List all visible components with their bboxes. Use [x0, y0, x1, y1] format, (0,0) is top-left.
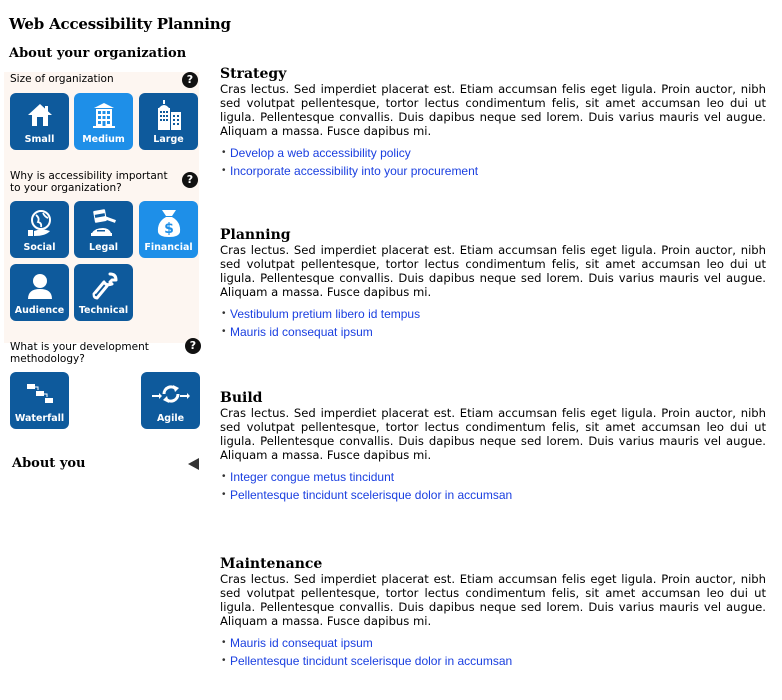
- section-body: Cras lectus. Sed imperdiet placerat est. Etiam accumsan felis eget ligula. Proin auctor, nibh sed volutpat pellentesque, tortor lectus condimentum felis, sit amet accumsan leo dui ut ligula. Pellentesque convallis. Duis dapibus neque sed lorem. Duis varius mauris vel augue. Aliquam a massa. Fusce dapibus mi.: [220, 82, 766, 138]
- section-title: Build: [220, 390, 263, 406]
- section-strategy: [220, 66, 766, 180]
- method-option-agile[interactable]: [141, 372, 200, 429]
- link[interactable]: Vestibulum pretium libero id tempus: [230, 307, 421, 321]
- question-circle-icon[interactable]: ?: [185, 338, 201, 354]
- section-links: [220, 144, 766, 180]
- why-question-label: Why is accessibility important to your organization?: [10, 170, 168, 194]
- section-links: [220, 305, 766, 341]
- gavel-icon: [74, 209, 133, 237]
- tile-label: Small: [24, 134, 55, 145]
- section-title: Planning: [220, 227, 291, 243]
- list-item: • Mauris id consequat ipsum: [222, 325, 373, 339]
- list-item: • Develop a web accessibility policy: [222, 146, 411, 160]
- money-bag-icon: [139, 209, 198, 237]
- link[interactable]: Incorporate accessibility into your procurement: [230, 164, 479, 178]
- globe-hand-icon: [10, 209, 69, 237]
- waterfall-icon: [10, 380, 69, 408]
- tile-label: Large: [153, 134, 184, 145]
- size-option-small[interactable]: [10, 93, 69, 150]
- methodology-question-label: What is your development methodology?: [10, 341, 149, 365]
- link[interactable]: Pellentesque tincidunt scelerisque dolor in accumsan: [230, 654, 513, 668]
- tile-label: Medium: [82, 134, 125, 145]
- triangle-left-icon[interactable]: [188, 458, 199, 470]
- section-title: Strategy: [220, 66, 287, 82]
- list-item: • Incorporate accessibility into your procurement: [222, 164, 479, 178]
- list-item: • Integer congue metus tincidunt: [222, 470, 395, 484]
- reason-option-social[interactable]: [10, 201, 69, 258]
- tile-label: Social: [23, 242, 56, 253]
- list-item: • Pellentesque tincidunt scelerisque dolor in accumsan: [222, 488, 513, 502]
- section-links: [220, 468, 766, 504]
- section-body: Cras lectus. Sed imperdiet placerat est. Etiam accumsan felis eget ligula. Proin auctor, nibh sed volutpat pellentesque, tortor lectus condimentum felis, sit amet accumsan leo dui ut ligula. Pellentesque convallis. Duis dapibus neque sed lorem. Duis varius mauris vel augue. Aliquam a massa. Fusce dapibus mi.: [220, 406, 766, 462]
- reason-option-financial[interactable]: [139, 201, 198, 258]
- reason-option-technical[interactable]: [74, 264, 133, 321]
- section-body: Cras lectus. Sed imperdiet placerat est. Etiam accumsan felis eget ligula. Proin auctor, nibh sed volutpat pellentesque, tortor lectus condimentum felis, sit amet accumsan leo dui ut ligula. Pellentesque convallis. Duis dapibus neque sed lorem. Duis varius mauris vel augue. Aliquam a massa. Fusce dapibus mi.: [220, 572, 766, 628]
- list-item: • Mauris id consequat ipsum: [222, 636, 373, 650]
- wrench-icon: [74, 272, 133, 300]
- tile-label: Legal: [89, 242, 118, 253]
- tile-label: Audience: [14, 305, 65, 316]
- sidebar: [0, 0, 205, 700]
- org-section-heading: About your organization: [9, 46, 187, 61]
- link[interactable]: Integer congue metus tincidunt: [230, 470, 395, 484]
- section-build: [220, 390, 766, 504]
- app-title: Web Accessibility Planning: [9, 15, 231, 33]
- tile-label: Waterfall: [14, 413, 65, 424]
- question-circle-icon[interactable]: ?: [182, 172, 198, 188]
- building-icon: [74, 101, 133, 129]
- cycle-icon: [141, 380, 200, 408]
- tile-label: Financial: [144, 242, 193, 253]
- method-option-waterfall[interactable]: [10, 372, 69, 429]
- section-title: Maintenance: [220, 556, 323, 572]
- section-body: Cras lectus. Sed imperdiet placerat est. Etiam accumsan felis eget ligula. Proin auctor, nibh sed volutpat pellentesque, tortor lectus condimentum felis, sit amet accumsan leo dui ut ligula. Pellentesque convallis. Duis dapibus neque sed lorem. Duis varius mauris vel augue. Aliquam a massa. Fusce dapibus mi.: [220, 243, 766, 299]
- list-item: • Vestibulum pretium libero id tempus: [222, 307, 421, 321]
- link[interactable]: Mauris id consequat ipsum: [230, 325, 373, 339]
- link[interactable]: Develop a web accessibility policy: [230, 146, 411, 160]
- person-icon: [10, 272, 69, 300]
- link[interactable]: Mauris id consequat ipsum: [230, 636, 373, 650]
- tile-label: Agile: [156, 413, 185, 424]
- house-icon: [10, 101, 69, 129]
- section-planning: [220, 227, 766, 341]
- about-you-heading[interactable]: About you: [12, 456, 86, 471]
- section-maintenance: [220, 556, 766, 670]
- link[interactable]: Pellentesque tincidunt scelerisque dolor in accumsan: [230, 488, 513, 502]
- city-icon: [139, 101, 198, 129]
- size-option-large[interactable]: [139, 93, 198, 150]
- list-item: • Pellentesque tincidunt scelerisque dolor in accumsan: [222, 654, 513, 668]
- question-circle-icon[interactable]: ?: [182, 72, 198, 88]
- svg-text:$: $: [163, 221, 174, 237]
- size-question-label: Size of organization: [10, 73, 114, 85]
- size-option-medium[interactable]: [74, 93, 133, 150]
- tile-label: Technical: [78, 305, 129, 316]
- reason-option-legal[interactable]: [74, 201, 133, 258]
- reason-option-audience[interactable]: [10, 264, 69, 321]
- section-links: [220, 634, 766, 670]
